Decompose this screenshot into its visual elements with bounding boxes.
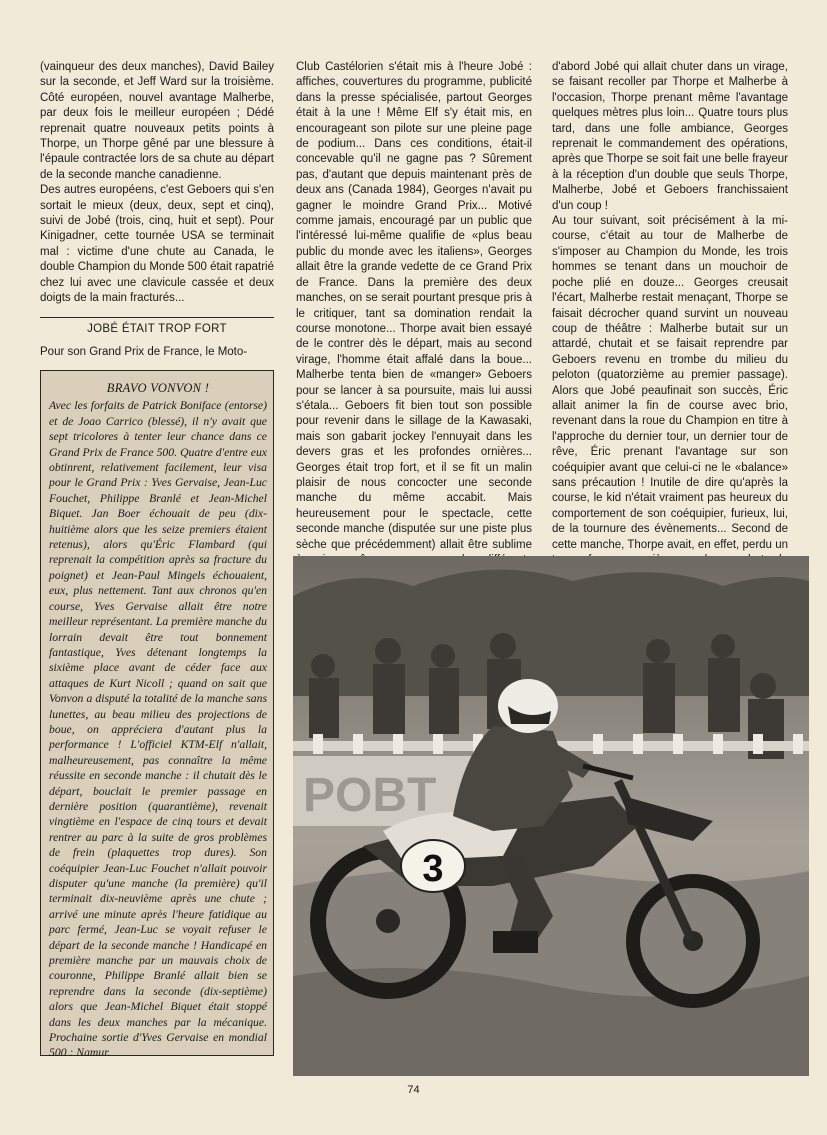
col3-paragraph-1: d'abord Jobé qui allait chuter dans un virage, se faisant recoller par Thorpe et Malherbe à l'occasion, Thorpe prenant même l'avantage quelques mètres plus loin... Quatre tours plus tard, dans une folle ambiance, Georges reprenait le commandement des opérations, après que Thorpe se soit fait une belle frayeur à la réception d'un double que seuls Thorpe, Malherbe, Jobé et Geboers franchissaient d'un coup ! [552,61,788,212]
sidebar-title: BRAVO VONVON ! [106,381,210,395]
column-1 [40,60,274,360]
col1-paragraph-2: Des autres européens, c'est Geboers qui s'en sortait le mieux (deux, deux, sept et cinq), suivi de Jobé (trois, cinq, huit et sept). Pour Kinigadner, cette tournée USA se terminait mal : victime d'une chute au Canada, le double Champion du Monde 500 était rapatrié chez lui avec une clavicule cassée et deux doigts de la main fracturés... [40,184,274,305]
page-number: 74 [407,1084,420,1096]
sidebar-text: Avec les forfaits de Patrick Boniface (entorse) et de Joao Carrico (blessé), il n'y avait que sept tricolores à tenter leur chance dans ce Grand Prix de France 500. Quatre d'entre eux obtinrent, relativement facilement, leur visa pour le Grand Prix : Yves Gervaise, Jean-Luc Fouchet, Philippe Branlé et Jean-Michel Biquet. Jan Boer échouait de peu (dix-huitième alors que les seize premiers étaient retenus), alors qu'Éric Flambard (qui reprenait la compétition après sa fracture du poignet) et Jean-Paul Mingels échouaient, eux, plus nettement. Tant aux chronos qu'en course, Yves Gervaise allait être notre meilleur représentant. La première manche du lorrain devait être tout bonnement fantastique, Yves détenant longtemps la sixième place avant de céder face aux attaques de Kurt Nicoll ; quand on sait que Vonvon a disputé la totalité de la manche sans lunettes, au beau milieu des projections de boue, on appréciera d'autant plus la performance ! L'officiel KTM-Elf n'allait, malheureusement, pas connaître la même réussite en seconde manche : il chutait dès le départ, bouclait le premier passage en dernière position (quarantième), revenait vingtième en l'espace de cinq tours et devait rentrer au parc à la suite de gros problèmes de frein (plaquettes trop dures). Son coéquipier Jean-Luc Fouchet n'allait pouvoir disputer qu'une manche (la première) qu'il terminait dix-neuvième après une chute ; arrivé une minute après l'heure fatidique au parc fermé, Jean-Luc se voyait refuser le départ de la seconde manche ! Handicapé en première manche par un mauvais choix de couronne, Philippe Branlé allait bien se reprendre dans la seconde (dix-septième) alors que Jean-Michel Biquet était stoppé dans les deux manches par la mécanique. Prochaine sortie d'Yves Gervaise en mondial 500 : Namur. [49,399,267,1060]
col2-paragraph: Club Castélorien s'était mis à l'heure Jobé : affiches, couvertures du programme, publicité dans la presse spécialisée, partout Georges était à la une ! Même Elf s'y était mis, en encourageant son pilote sur une pleine page de podium... Dans ces conditions, était-il concevable qu'il ne gagne pas ? Sûrement pas, d'autant que depuis maintenant près de deux ans (Canada 1984), Georges n'avait pu gagner le moindre Grand Prix... Motivé comme jamais, encouragé par un public que l'intéressé lui-même qualifie de «plus beau public du monde avec les italiens», Georges allait être la grande vedette de ce Grand Prix de France. Dans la première des deux manches, on se serait pourtant presque pris à le critiquer, tant sa domination rendait la course monotone... Thorpe avait bien essayé de le contrer dès le départ, mais au second virage, l'homme était affalé dans la boue... Malherbe tenta bien de «manger» Geboers pour se lancer à sa poursuite, mais lui aussi s'étala... Geboers fit bien tout son possible pour revenir dans le sillage de la Kawasaki, mais son gabarit jockey l'ennuyait dans les devers gras et les profondes ornières... Georges était trop fort, et il se fit un malin plaisir de nous concocter une seconde manche du même accabit. Mais heureusement pour le spectacle, cette seconde manche (disputée sur une piste plus sèche que précédemment) allait être sublime [296,61,532,551]
col3-paragraph-2: Au tour suivant, soit précisément à la mi-course, c'était au tour de Malherbe de s'imposer au Champion du Monde, les trois hommes se tenant dans un mouchoir de poche plié en douze... Georges creusait l'écart, Malherbe restait menaçant, Thorpe se faisait décrocher quand survint un nouveau coup de théâtre : Malherbe butait sur un attardé, chutait et se faisait reprendre par Geboers revenu en trombe du milieu du peloton (quatorzième au premier passage). Alors que Jobé peaufinait son succès, Éric allait animer la fin de course avec brio, revenant dans la roue du Champion en titre à l'approche du dernier tour, un dernier tour de rêve, Éric prenant l'avantage sur son coéquipier avant que celui-ci ne le «balance» sans précaution ! Inutile de dire qu'après la course, le kid n'était vraiment pas heureux du comportement de son coéquipier, furieux, lui, de la tournure des évènements... Second de cette manche, Thorpe avait, en effet, perdu un [552,215,788,551]
banner-text: POBT [303,769,437,822]
motocross-rider-illustration [293,556,809,1076]
col1-lead: Pour son Grand Prix de France, le Moto- [40,345,248,358]
col1-paragraph-1: (vainqueur des deux manches), David Bailey sur la seconde, et Jeff Ward sur la troisième. Côté européen, nouvel avantage Malherbe, par deux fois le meilleur européen ; Dédé reprenait quatre nouveaux petits points à Thorpe, un Thorpe gêné par une blessure à l'épaule contractée lors de sa chute au départ de la seconde manche canadienne. [40,61,274,181]
sidebar-box [40,370,274,1060]
section-heading: JOBÉ ÉTAIT TROP FORT [40,317,274,337]
column-3 [552,60,788,584]
bike-number: 3 [422,848,444,890]
motocross-photo [293,556,809,1076]
column-2 [296,60,532,584]
